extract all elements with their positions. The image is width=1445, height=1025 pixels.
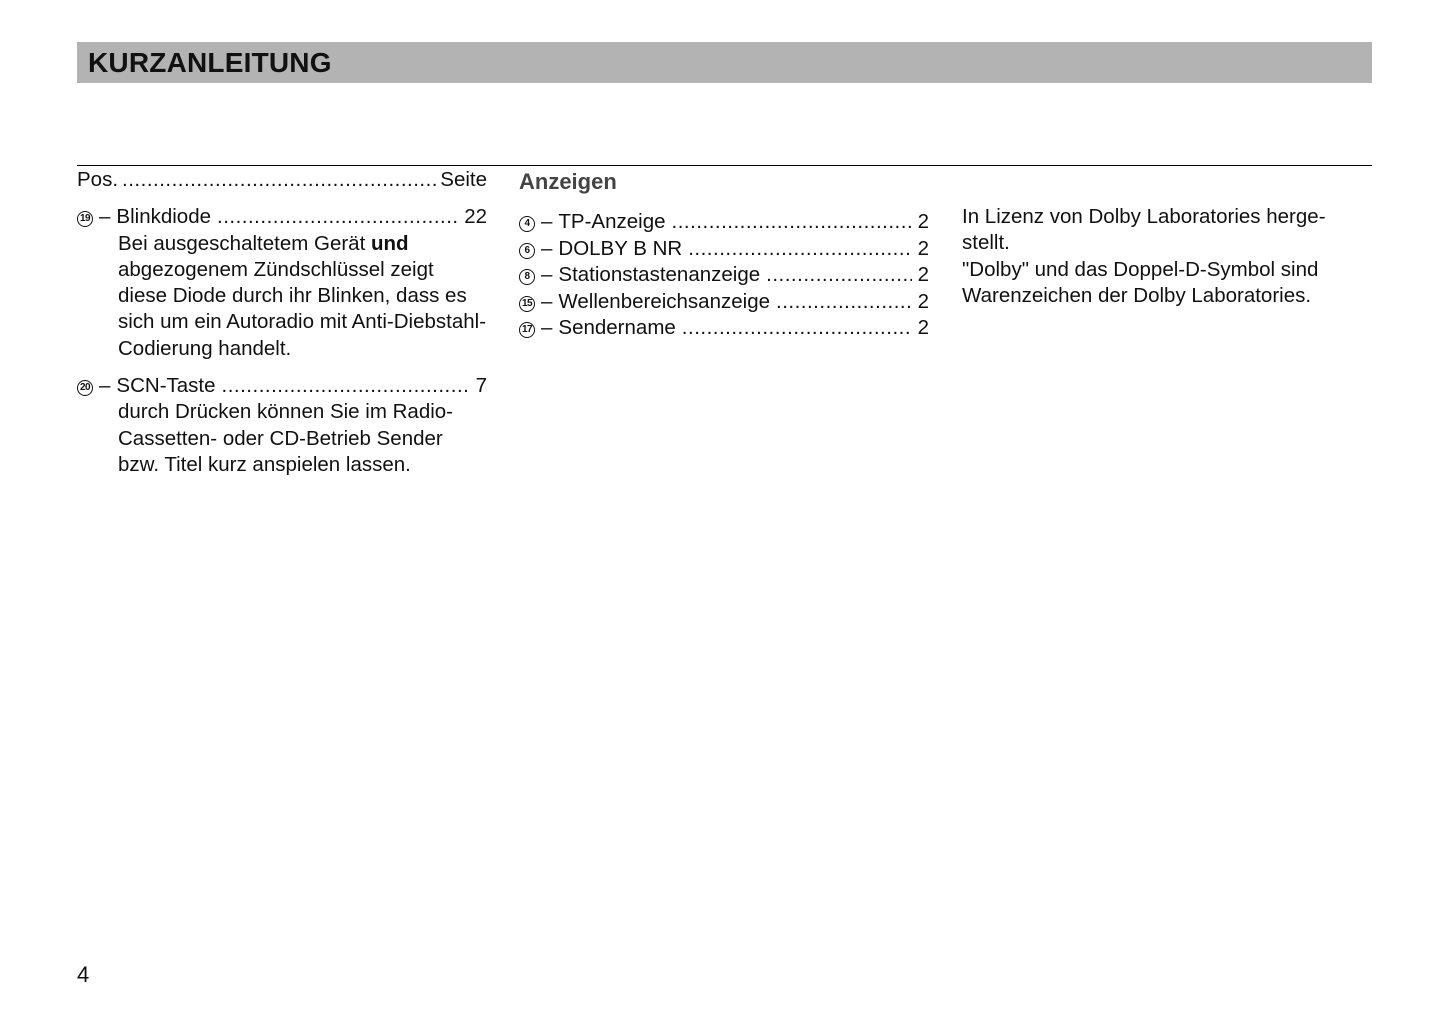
list-item: 4 – TP-Anzeige ..... 2 bbox=[519, 209, 929, 236]
position-number: 4 bbox=[519, 216, 535, 232]
section-divider bbox=[77, 165, 1372, 166]
list-item: 6 – DOLBY B NR ..... 2 bbox=[519, 236, 929, 263]
item-page: 2 bbox=[917, 289, 929, 313]
item-page: 2 bbox=[917, 316, 929, 339]
item-description: durch Drücken können Sie im Radio-Cassetten- oder CD-Betrieb Sender bzw. Titel kurz anspielen lassen. bbox=[118, 400, 453, 476]
position-number: 19 bbox=[77, 211, 93, 227]
item-page: 7 bbox=[475, 374, 487, 398]
column-license bbox=[962, 204, 1362, 309]
page-title: KURZANLEITUNG bbox=[88, 47, 332, 78]
dot-leader bbox=[688, 236, 911, 262]
dot-leader bbox=[122, 167, 436, 193]
item-label: DOLBY B NR bbox=[558, 236, 683, 260]
column-header bbox=[77, 167, 487, 193]
section-heading: Anzeigen bbox=[519, 169, 617, 194]
list-item: 15 – Wellenbereichsanzeige ..... 2 bbox=[519, 289, 929, 316]
item-page: 2 bbox=[917, 263, 929, 286]
title-bar bbox=[77, 42, 1372, 83]
dot-leader bbox=[682, 315, 912, 341]
item-label: Wellenbereichsanzeige bbox=[558, 289, 770, 313]
position-number: 17 bbox=[519, 322, 535, 338]
indicator-list bbox=[519, 209, 929, 342]
item-description: Bei ausgeschaltetem Gerät und abgezogenem Zündschlüssel zeigt diese Diode durch ihr Blinken, dass es sich um ein Autoradio mit Anti-Diebstahl-Codierung handelt. bbox=[118, 231, 487, 360]
seite-label: Seite bbox=[440, 168, 487, 191]
list-item: 17 – Sendername ..... 2 bbox=[519, 315, 929, 342]
item-label: SCN-Taste bbox=[116, 374, 216, 398]
position-number: 15 bbox=[519, 296, 535, 312]
item-page: 2 bbox=[917, 210, 929, 233]
page-number: 4 bbox=[77, 962, 90, 987]
dot-leader bbox=[222, 373, 470, 399]
emphasis: und bbox=[370, 231, 409, 255]
position-number: 8 bbox=[519, 269, 535, 285]
item-label: Blinkdiode bbox=[116, 205, 211, 229]
item-label: Sendername bbox=[558, 316, 676, 339]
list-item: 20 – SCN-Taste ..... 7 durch Drücken können Sie im Radio-Cassetten- oder CD-Betrieb Sender bzw. Titel kurz anspielen lassen. bbox=[77, 373, 487, 478]
item-page: 2 bbox=[917, 236, 929, 260]
dot-leader bbox=[766, 262, 911, 288]
dot-leader bbox=[217, 204, 458, 230]
item-page: 22 bbox=[464, 205, 487, 229]
license-text: In Lizenz von Dolby Laboratories herge-stellt. bbox=[962, 205, 1326, 255]
list-item: 19 – Blinkdiode ..... 22 Bei ausgeschaltetem Gerät und abgezogenem Zündschlüssel zeigt diese Diode durch ihr Blinken, dass es sich um ein Autoradio mit Anti-Diebstahl-Codierung handelt. bbox=[77, 204, 487, 362]
position-number: 20 bbox=[77, 380, 93, 396]
column-positions bbox=[77, 167, 487, 478]
dot-leader bbox=[672, 209, 912, 235]
dot-leader bbox=[776, 289, 912, 315]
list-item: 8 – Stationstastenanzeige ..... 2 bbox=[519, 262, 929, 289]
item-label: TP-Anzeige bbox=[558, 210, 666, 233]
item-label: Stationstastenanzeige bbox=[558, 263, 761, 286]
trademark-text: "Dolby" und das Doppel-D-Symbol sind Warenzeichen der Dolby Laboratories. bbox=[962, 257, 1319, 307]
column-anzeigen bbox=[519, 167, 929, 342]
pos-label: Pos. bbox=[77, 168, 119, 191]
position-number: 6 bbox=[519, 243, 535, 259]
